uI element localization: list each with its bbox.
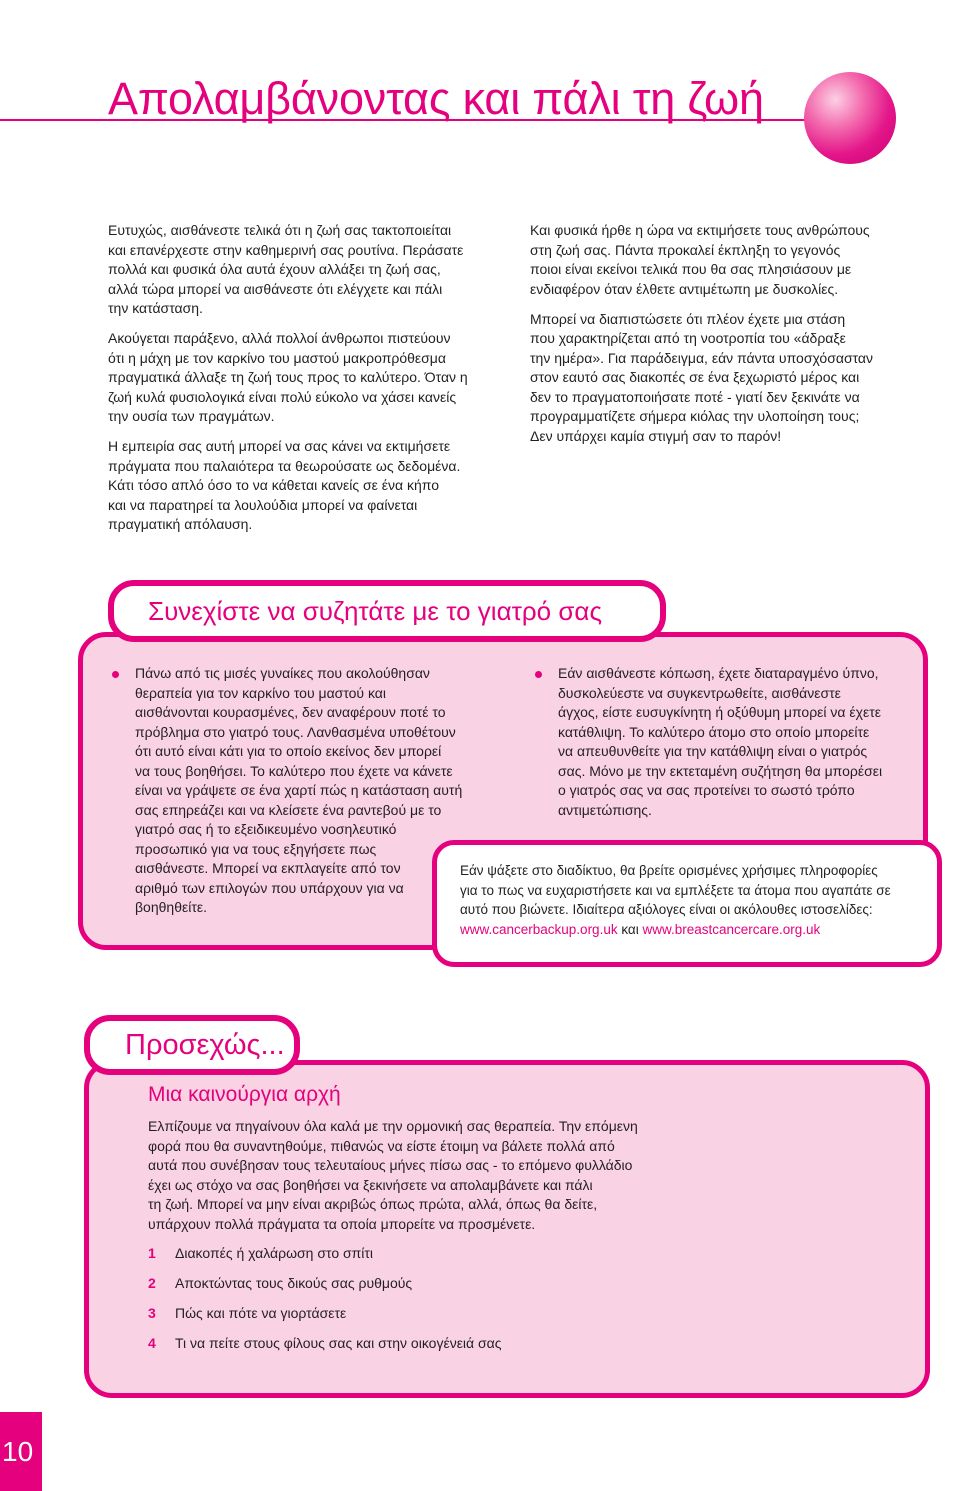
list-text: Διακοπές ή χαλάρωση στο σπίτι: [175, 1245, 374, 1261]
coming-soon-subheading: Μια καινούργια αρχή: [148, 1083, 341, 1106]
bullet-icon: [535, 671, 542, 678]
text-line: δεν το πραγματοποιήσατε ποτέ - γιατί δεν ξεκινάτε να: [530, 388, 860, 405]
text-line: Εάν αισθάνεστε κόπωση, έχετε διαταραγμένο ύπνο,: [558, 665, 879, 681]
coming-soon-paragraph: [148, 1117, 638, 1234]
text-line: σας. Μόνο με την εκτεταμένη συζήτηση θα μπορέσει: [558, 762, 883, 779]
text-line: Κάτι τόσο απλό όσο το να κάθεται κανείς σε ένα κήπο: [108, 477, 440, 493]
text-line: θεραπεία για τον καρκίνο του μαστού και: [135, 684, 387, 701]
text-line: Πάνω από τις μισές γυναίκες που ακολούθησαν: [135, 665, 430, 681]
text-line: αλλά τώρα μπορεί να αισθάνεστε ότι ελέγχετε και πάλι: [108, 280, 443, 297]
text-line: στη ζωή σας. Πάντα προκαλεί έκπληξη το γεγονός: [530, 241, 841, 258]
links-connector: και: [617, 921, 643, 937]
text-line: φορά που θα συναντηθούμε, πιθανώς να είστε έτοιμη να βάλετε πολλά από: [148, 1137, 615, 1154]
text-line: αντιμετώπισης.: [558, 801, 652, 818]
text-line: πολλά και φυσικά όλα αυτά έχουν αλλάξει τη ζωή σας,: [108, 261, 441, 277]
page-number: 10: [2, 1436, 34, 1467]
list-text: Τι να πείτε στους φίλους σας και στην οικογένειά σας: [175, 1335, 502, 1351]
text-line: ο γιατρός σας να σας προτείνει το σωστό τρόπο: [558, 782, 855, 798]
websites-callout-body: [460, 861, 891, 920]
section-heading-discuss: Συνεχίστε να συζητάτε με το γιατρό σας: [108, 580, 666, 642]
text-line: δυσκολεύεστε να συγκεντρωθείτε, αισθάνεστε: [558, 684, 841, 701]
text-line: αριθμό των επιλογών που υπάρχουν για να: [135, 879, 404, 896]
text-line: να τους βοηθήσει. Το καλύτερο που έχετε να κάνετε: [135, 762, 453, 779]
text-line: την ημέρα». Για παράδειγμα, εάν πάντα υποσχόσασταν: [530, 349, 874, 366]
intro-paragraph: [108, 221, 508, 319]
text-line: Ακούγεται παράξενο, αλλά πολλοί άνθρωποι πιστεύουν: [108, 330, 451, 346]
text-line: ότι η μάχη με τον καρκίνο του μαστού μακροπρόθεσμα: [108, 349, 446, 366]
intro-paragraph: [108, 437, 508, 535]
list-number: 4: [148, 1335, 156, 1351]
text-line: στον εαυτό σας διακοπές σε ένα ξεχωριστό μέρος και: [530, 369, 860, 385]
text-line: υπάρχουν πολλά πράγματα τα οποία μπορείτε να προσμένετε.: [148, 1215, 536, 1232]
text-line: την κατάσταση.: [108, 300, 203, 316]
text-line: ότι αυτό είναι κάτι για το οποίο εκείνος δεν μπορεί: [135, 743, 442, 759]
text-line: τη ζωή. Μπορεί να μην είναι ακριβώς όπως πρώτα, αλλά, όπως θα δείτε,: [148, 1196, 598, 1212]
text-line: που χαρακτηρίζεται από τη νοοτροπία του «άδραξε: [530, 330, 846, 346]
page-number-tab: [0, 1412, 42, 1491]
text-line: αισθάνονται κουρασμένες, δεν αναφέρουν ποτέ το: [135, 704, 446, 720]
text-line: κατάθλιψη. Το καλύτερο άτομο στο οποίο μπορείτε: [558, 723, 870, 740]
text-line: έχει ως στόχο να σας βοηθήσει να ξεκινήσετε να απολαμβάνετε και πάλι: [148, 1176, 593, 1193]
text-line: Ελπίζουμε να πηγαίνουν όλα καλά με την ορμονική σας θεραπεία. Την επόμενη: [148, 1118, 638, 1134]
list-text: Πώς και πότε να γιορτάσετε: [175, 1305, 347, 1321]
text-line: Η εμπειρία σας αυτή μπορεί να σας κάνει να εκτιμήσετε: [108, 438, 451, 454]
text-line: αυτά που συνέβησαν τους τελευταίους μήνες πίσω σας - το επόμενο φυλλάδιο: [148, 1157, 633, 1173]
websites-callout-text: [460, 861, 891, 939]
text-line: την ουσία των πραγμάτων.: [108, 408, 275, 424]
text-line: ποιοι είναι εκείνοι τελικά που θα σας πλησιάσουν με: [530, 261, 852, 277]
text-line: Δεν υπάρχει καμία στιγμή σαν το παρόν!: [530, 427, 782, 444]
intro-paragraph: [530, 310, 930, 447]
text-line: ζωή κυλά φυσιολογικά είναι πολύ εύκολο να χάσει κανείς: [108, 388, 457, 405]
text-line: πράγματα που παλαιότερα τα θεωρούσατε ως δεδομένα.: [108, 457, 461, 474]
list-number: 2: [148, 1275, 156, 1291]
text-line: προγραμματίζετε σήμερα κιόλας την υλοποίηση τους;: [530, 408, 860, 424]
text-line: πραγματική απόλαυση.: [108, 516, 253, 532]
websites-links-line: [460, 920, 891, 940]
intro-paragraph: [530, 221, 930, 299]
text-line: αισθάνεστε. Μπορεί να εκπλαγείτε από τον: [135, 860, 401, 876]
text-line: Ευτυχώς, αισθάνεστε τελικά ότι η ζωή σας τακτοποιείται: [108, 222, 452, 238]
text-line: και να παρατηρεί τα λουλούδια μπορεί να φαίνεται: [108, 496, 418, 513]
section-heading-coming-soon: Προσεχώς...: [84, 1015, 300, 1075]
text-line: άγχος, είστε ευσυγκίνητη ή οξύθυμη μπορεί να έχετε: [558, 704, 882, 720]
text-line: Μπορεί να διαπιστώσετε ότι πλέον έχετε μια στάση: [530, 310, 846, 327]
page-title: Απολαμβάνοντας και πάλι τη ζωή: [108, 73, 764, 124]
bullet-item: [558, 664, 882, 820]
text-line: βοηθηθείτε.: [135, 899, 207, 915]
text-line: γιατρό σας ή το εξειδικευμένο νοσηλευτικό: [135, 821, 397, 837]
text-line: ενδιαφέρον όταν έλθετε αντιμέτωπη με δυσκολίες.: [530, 280, 839, 297]
decorative-circle-icon: [804, 72, 896, 164]
link-cancerbackup[interactable]: www.cancerbackup.org.uk: [460, 921, 618, 937]
intro-left-column: [108, 221, 508, 545]
text-line: Και φυσικά ήρθε η ώρα να εκτιμήσετε τους ανθρώπους: [530, 222, 870, 238]
link-breastcancercare[interactable]: www.breastcancercare.org.uk: [642, 921, 821, 937]
text-line: Εάν ψάξετε στο διαδίκτυο, θα βρείτε ορισμένες χρήσιμες πληροφορίες: [460, 863, 878, 878]
text-line: σας επηρεάζει και να κλείσετε ένα ραντεβού με το: [135, 801, 442, 818]
intro-paragraph: [108, 329, 508, 427]
text-line: προσωπικό για να τους εξηγήσετε πως: [135, 840, 377, 857]
list-number: 3: [148, 1305, 156, 1321]
list-number: 1: [148, 1245, 156, 1261]
bullet-icon: [112, 671, 119, 678]
text-line: πραγματικά άλλαξε τη ζωή τους προς το καλύτερο. Όταν η: [108, 369, 468, 385]
text-line: και επανέρχεστε στην καθημερινή σας ρουτίνα. Περάσατε: [108, 241, 464, 258]
text-line: αυτό που βιώνετε. Ιδιαίτερα αξιόλογες είναι οι ακόλουθες ιστοσελίδες:: [460, 902, 873, 917]
text-line: πρόβλημα στο γιατρό τους. Λανθασμένα υποθέτουν: [135, 723, 456, 740]
intro-right-column: [530, 221, 930, 457]
list-text: Αποκτώντας τους δικούς σας ρυθμούς: [175, 1275, 413, 1291]
text-line: να απευθυνθείτε για την κατάθλιψη είναι ο γιατρός: [558, 743, 868, 759]
text-line: για το πως να ευχαριστήσετε και να εμπλέξετε τα άτομα που αγαπάτε σε: [460, 882, 891, 898]
bullet-item: [135, 664, 462, 918]
text-line: είναι να γράψετε σε ένα χαρτί πώς η κατάσταση αυτή: [135, 782, 463, 798]
